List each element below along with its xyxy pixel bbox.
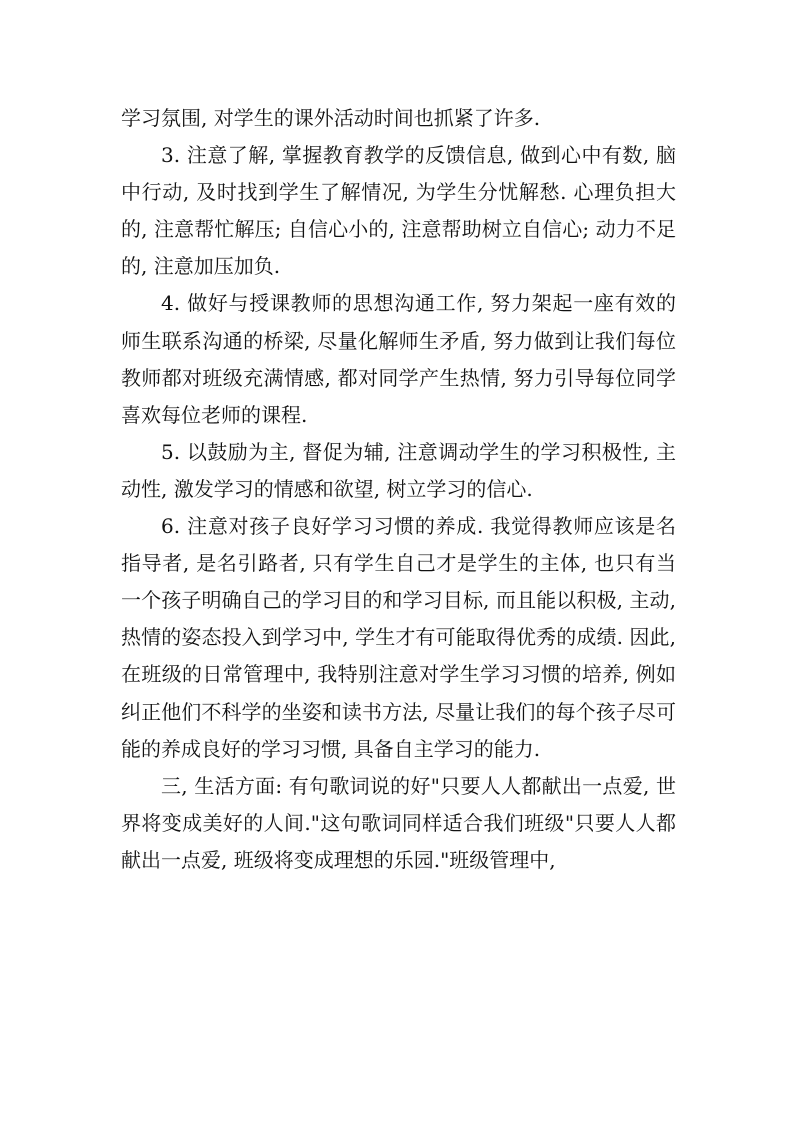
body-text <box>121 100 676 879</box>
paragraph-item-4: 4. 做好与授课教师的思想沟通工作, 努力架起一座有效的师生联系沟通的桥梁, 尽量化解师生矛盾, 努力做到让我们每位教师都对班级充满情感, 都对同学产生热情, 努力引导每位同学喜欢每位老师的课程. <box>121 291 676 427</box>
paragraph-item-3: 3. 注意了解, 掌握教育教学的反馈信息, 做到心中有数, 脑中行动, 及时找到学生了解情况, 为学生分忧解愁. 心理负担大的, 注意帮忙解压; 自信心小的, 注意帮助树立自信心; 动力不足的, 注意加压加负. <box>121 143 676 279</box>
paragraph-continuation: 学习氛围, 对学生的课外活动时间也抓紧了许多. <box>121 106 541 130</box>
paragraph-item-5: 5. 以鼓励为主, 督促为辅, 注意调动学生的学习积极性, 主动性, 激发学习的情感和欲望, 树立学习的信心. <box>121 439 676 501</box>
paragraph-item-6: 6. 注意对孩子良好学习习惯的养成. 我觉得教师应该是名指导者, 是名引路者, 只有学生自己才是学生的主体, 也只有当一个孩子明确自己的学习目的和学习目标, 而且能以积极, 主动, 热情的姿态投入到学习中, 学生才有可能取得优秀的成绩. 因此, 在班级的日常管理中, 我特别注意对学生学习习惯的培养, 例如纠正他们不科学的坐姿和读书方法, 尽量让我们的每个孩子尽可能的养成良好的学习习惯, 具备自主学习的能力. <box>121 514 676 761</box>
paragraph-section-3-life: 三, 生活方面: 有句歌词说的好"只要人人都献出一点爱, 世界将变成美好的人间."这句歌词同样适合我们班级"只要人人都献出一点爱, 班级将变成理想的乐园."班级管理中, <box>121 773 676 872</box>
